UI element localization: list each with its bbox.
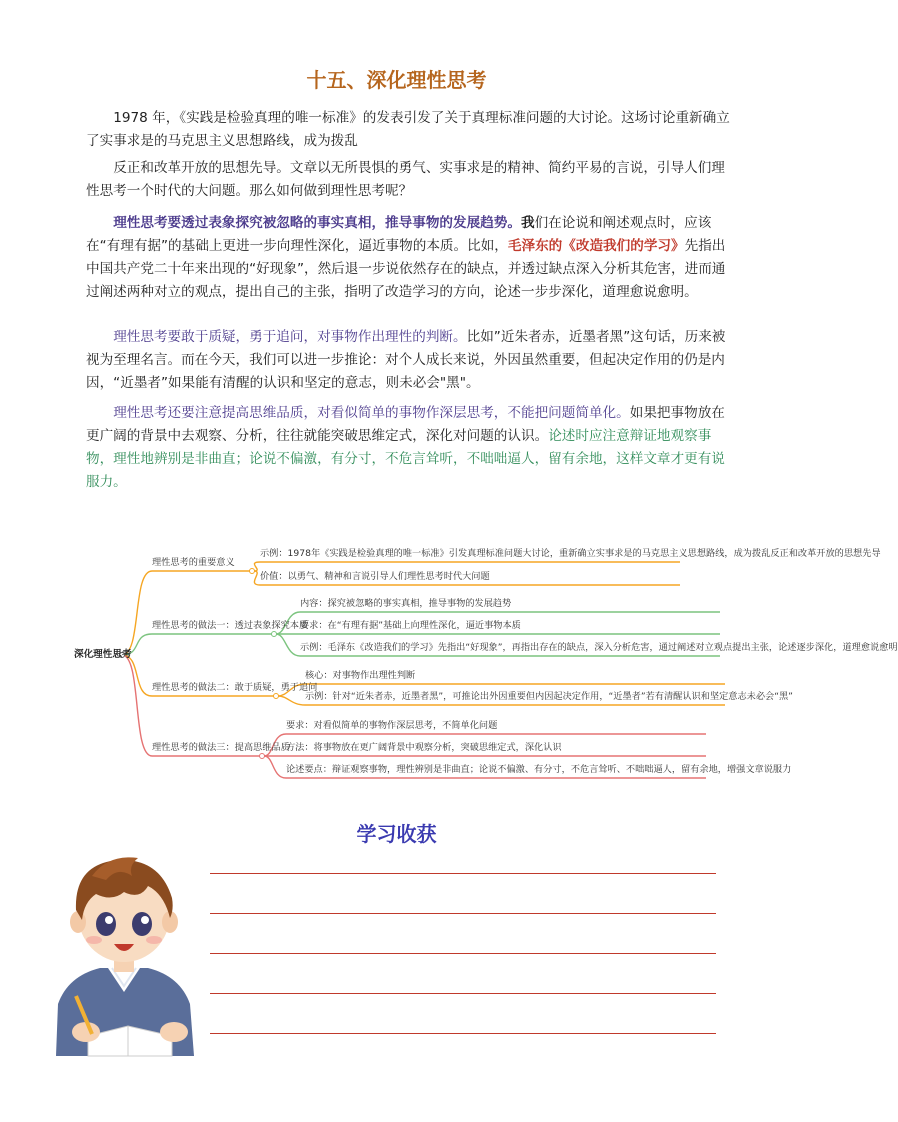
paragraph-4-tail: 比如”近朱者赤，近墨者黑”这句话，历来被视为至理名言。而在今天，我们可以进一步推论：对个人成长来说，外因虽然重要，但起决定作用的仍是内因，“近墨者”如果能有清醒的认识和坚定的意志，则未必会"黑"。 [86, 329, 726, 391]
paragraph-5-highlight: 论述时应注意辩证地观察事物，理性地辨别是非曲直；论说不偏激，有分寸，不危言耸听，不咄咄逼人，留有余地，这样文章才更有说服力。 [86, 428, 725, 490]
paragraph-2: 反正和改革开放的思想先导。文章以无所畏惧的勇气、实事求是的精神、简约平易的言说，引导人们理性思考一个时代的大问题。那么如何做到理性思考呢？ [86, 160, 725, 199]
writing-line[interactable] [210, 993, 716, 994]
mind-map-branch-2: 理性思考的做法一：透过表象探究本质 [152, 620, 309, 631]
paragraph-3-tail: 先指出中国共产党二十年来出现的“好现象”，然后退一步说依然存在的缺点，并透过缺点深入分析其危害，进而通过阐述两种对立的观点，提出自己的主张，指明了改造学习的方向，论述一步步深化，道理愈说愈明。 [86, 238, 726, 300]
paragraph-1: 1978 年，《实践是检验真理的唯一标准》的发表引发了关于真理标准问题的大讨论。这场讨论重新确立了实事求是的马克思主义思想路线，成为拨乱 [86, 110, 730, 149]
paragraph-4 [86, 326, 736, 395]
mind-map-leaf-connector [264, 756, 286, 778]
mind-map-branch-node [260, 754, 265, 759]
mind-map-leaf-1-2: 价值：以勇气、精神和言说引导人们理性思考时代大问题 [260, 571, 490, 582]
mind-map-leaf-connector [254, 562, 260, 571]
mind-map-branch-node [250, 569, 255, 574]
mind-map-branch-connector [122, 655, 152, 696]
page-title: 十五、深化理性思考 [306, 68, 487, 92]
mind-map-leaf-2-2: 要求：在“有理有据”基础上向理性深化，逼近事物本质 [300, 620, 521, 631]
mind-map-branch-3: 理性思考的做法二：敢于质疑，勇于追问 [152, 682, 318, 693]
paragraph-3-lead2: 我 [521, 215, 535, 231]
paragraph-5-lead: 理性思考还要注意提高思维品质，对看似简单的事物作深层思考，不能把问题简单化。 [113, 405, 630, 421]
mind-map-leaf-3-2: 示例：针对“近朱者赤，近墨者黑”，可推论出外因重要但内因起决定作用，“近墨者”若有清醒认识和坚定意志未必会“黑” [305, 691, 793, 702]
learning-harvest-title: 学习收获 [356, 822, 437, 846]
mind-map-branch-connector [122, 571, 152, 655]
mind-map-branch-node [274, 694, 279, 699]
paragraph-3-mid: 们在论说和阐述观点时，应该在“有理有据”的基础上更进一步向理性深化，逼近事物的本质。比如， [86, 215, 712, 254]
paragraph-3-highlight: 毛泽东的《改造我们的学习》 [507, 238, 685, 254]
paragraph-5 [86, 402, 736, 494]
mind-map-leaf-4-1: 要求：对看似简单的事物作深层思考，不简单化问题 [286, 720, 498, 731]
mind-map-branch-connector [122, 655, 152, 756]
mind-map-leaf-4-2: 方法：将事物放在更广阔背景中观察分析，突破思维定式，深化认识 [286, 742, 562, 753]
mind-map-branch-node [272, 632, 277, 637]
paragraph-3-lead: 理性思考要透过表象探究被忽略的事实真相，推导事物的发展趋势。 [113, 215, 521, 231]
mind-map-leaf-1-1: 示例：1978年《实践是检验真理的唯一标准》引发真理标准问题大讨论，重新确立实事求是的马克思主义思想路线，成为拨乱反正和改革开放的思想先导 [260, 548, 881, 559]
mind-map-branch-1: 理性思考的重要意义 [152, 557, 235, 568]
mind-map [60, 530, 898, 790]
mind-map-leaf-2-1: 内容：探究被忽略的事实真相，推导事物的发展趋势 [300, 598, 512, 609]
mind-map-root: 深化理性思考 [74, 649, 132, 660]
student-illustration [48, 836, 200, 1056]
writing-line[interactable] [210, 953, 716, 954]
mind-map-leaf-connector [278, 696, 305, 705]
writing-line[interactable] [210, 873, 716, 874]
writing-line[interactable] [210, 913, 716, 914]
mind-map-leaf-4-3: 论述要点：辩证观察事物，理性辨别是非曲直；论说不偏激、有分寸，不危言耸听、不咄咄逼人，留有余地，增强文章说服力 [286, 764, 792, 775]
paragraph-4-lead: 理性思考要敢于质疑，勇于追问，对事物作出理性的判断。 [113, 329, 467, 345]
mind-map-leaf-3-1: 核心：对事物作出理性判断 [305, 670, 416, 681]
mind-map-branch-4: 理性思考的做法三：提高思维品质 [152, 742, 290, 753]
writing-line[interactable] [210, 1033, 716, 1034]
paragraph-5-mid: 如果把事物放在更广阔的背景中去观察、分析，往往就能突破思维定式，深化对问题的认识。 [86, 405, 725, 444]
mind-map-leaf-connector [276, 634, 300, 656]
mind-map-leaf-2-3: 示例：毛泽东《改造我们的学习》先指出“好现象”，再指出存在的缺点，深入分析危害，通过阐述对立观点提出主张，论述逐步深化，道理愈说愈明 [300, 642, 898, 653]
paragraph-3 [86, 212, 736, 304]
